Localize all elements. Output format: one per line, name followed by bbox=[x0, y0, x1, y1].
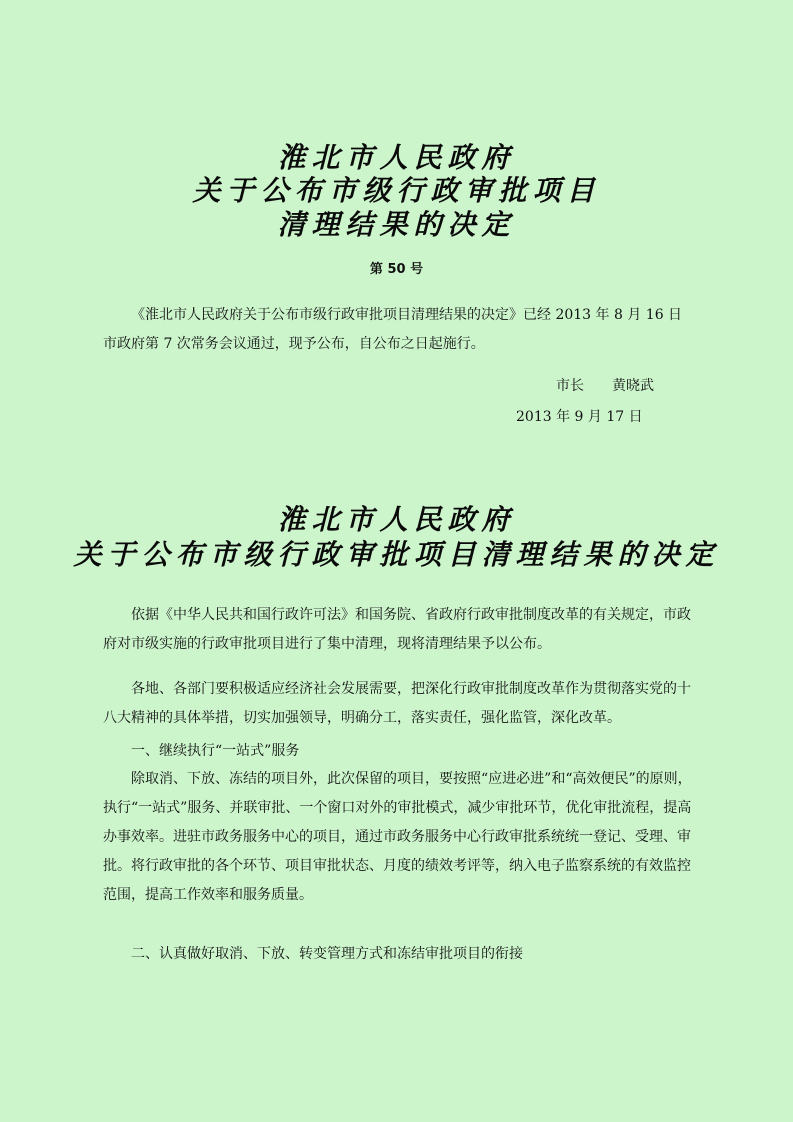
decision-title-line2: 关于公布市级行政审批项目清理结果的决定 bbox=[73, 538, 720, 571]
header-title-line3: 清理结果的决定 bbox=[277, 208, 516, 241]
signer-name: 黄晓武 bbox=[612, 378, 654, 394]
announcement-text: 《淮北市人民政府关于公布市级行政审批项目清理结果的决定》已经 2013 年 8 月 16 日市政府第 7 次常务会议通过，现予公布，自公布之日起施行。 bbox=[103, 307, 683, 352]
signer-title: 市长 bbox=[556, 378, 584, 394]
header-title-line2: 关于公布市级行政审批项目 bbox=[192, 174, 601, 207]
section-heading-2: 二、认真做好取消、下放、转变管理方式和冻结审批项目的衔接 bbox=[131, 946, 523, 962]
header-title-line1: 淮北市人民政府 bbox=[277, 141, 516, 174]
decision-paragraph-1: 依据《中华人民共和国行政许可法》和国务院、省政府行政审批制度改革的有关规定，市政府对市级实施的行政审批项目进行了集中清理，现将清理结果予以公布。 bbox=[103, 607, 691, 652]
signature-line bbox=[556, 375, 654, 395]
announcement-date: 2013 年 9 月 17 日 bbox=[516, 409, 643, 425]
decision-paragraph-2: 各地、各部门要积极适应经济社会发展需要，把深化行政审批制度改革作为贯彻落实党的十八大精神的具体举措，切实加强领导，明确分工，落实责任，强化监管，深化改革。 bbox=[103, 681, 691, 726]
decision-title-line1: 淮北市人民政府 bbox=[277, 503, 516, 536]
section-heading-1: 一、继续执行“一站式”服务 bbox=[131, 743, 300, 759]
document-number: 第 50 号 bbox=[369, 262, 424, 277]
decision-paragraph-3: 除取消、下放、冻结的项目外，此次保留的项目，要按照“应进必进”和“高效便民”的原则，执行“一站式”服务、并联审批、一个窗口对外的审批模式，减少审批环节，优化审批流程，提高办事效率。进驻市政务服务中心的项目，通过市政务服务中心行政审批系统统一登记、受理、审批。将行政审批的各个环节、项目审批状态、月度的绩效考评等，纳入电子监察系统的有效监控范围，提高工作效率和服务质量。 bbox=[103, 771, 692, 903]
